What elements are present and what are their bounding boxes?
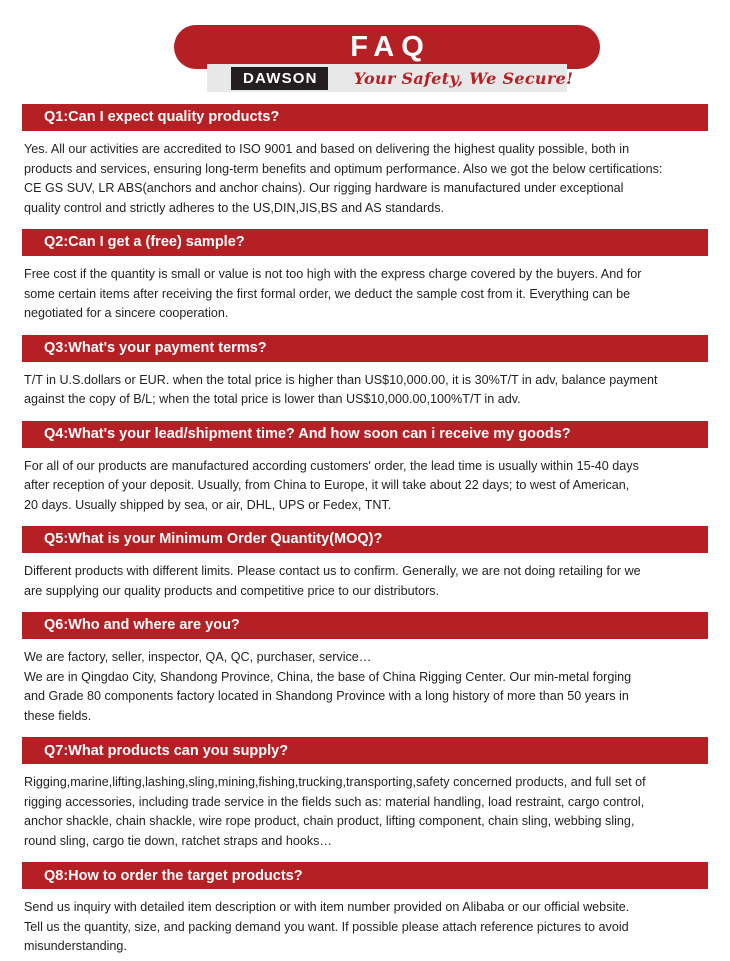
faq-question-text: Q8:How to order the target products? [44, 867, 303, 884]
faq-question-text: Q7:What products can you supply? [44, 742, 289, 759]
faq-answer-line: CE GS SUV, LR ABS(anchors and anchor chains). Our rigging hardware is manufactured under exceptional [24, 181, 624, 196]
faq-answer-text [22, 562, 708, 601]
faq-answer-text [22, 140, 708, 218]
faq-answer-line: some certain items after receiving the first formal order, we deduct the sample cost from it. Everything can be [24, 286, 631, 301]
dawson-logo: DAWSON [231, 67, 328, 90]
faq-answer-line: For all of our products are manufactured according customers' order, the lead time is usually within 15-40 days [24, 458, 639, 473]
faq-item [22, 104, 708, 218]
faq-question-text: Q2:Can I get a (free) sample? [44, 234, 245, 251]
faq-item [22, 335, 708, 410]
faq-answer-line: Free cost if the quantity is small or value is not too high with the express charge covered by the buyers. And for [24, 267, 642, 282]
faq-item [22, 421, 708, 516]
faq-question-bar [22, 104, 708, 131]
faq-item [22, 737, 708, 851]
faq-item [22, 612, 708, 726]
faq-answer-text [22, 648, 708, 726]
faq-answer-text [22, 773, 708, 851]
page-title: FAQ [350, 30, 431, 63]
faq-question-text: Q5:What is your Minimum Order Quantity(MOQ)? [44, 531, 383, 548]
faq-answer-line: negotiated for a sincere cooperation. [24, 306, 229, 321]
faq-question-text: Q1:Can I expect quality products? [44, 109, 280, 126]
faq-answer-line: after reception of your deposit. Usually, from China to Europe, it will take about 22 days; to west of American, [24, 478, 630, 493]
brand-strip [207, 64, 574, 92]
faq-question-bar [22, 862, 708, 889]
faq-question-bar [22, 335, 708, 362]
faq-item [22, 526, 708, 601]
faq-answer-text [22, 371, 708, 410]
faq-answer-line: against the copy of B/L; when the total price is lower than US$10,000.00,100%T/T in adv. [24, 392, 521, 407]
faq-question-text: Q4:What's your lead/shipment time? And how soon can i receive my goods? [44, 425, 571, 442]
faq-question-bar [22, 526, 708, 553]
brand-slogan: Your Safety, We Secure! [353, 68, 574, 88]
faq-question-bar [22, 229, 708, 256]
faq-answer-line: these fields. [24, 708, 92, 723]
faq-item [22, 229, 708, 324]
faq-question-text: Q3:What's your payment terms? [44, 339, 267, 356]
faq-answer-line: misunderstanding. [24, 939, 127, 954]
faq-answer-line: quality control and strictly adheres to the US,DIN,JIS,BS and AS standards. [24, 200, 445, 215]
faq-answer-line: products and services, ensuring long-term benefits and optimum performance. Also we got the below certifications: [24, 161, 663, 176]
faq-answer-line: Tell us the quantity, size, and packing demand you want. If possible please attach reference pictures to avoid [24, 919, 629, 934]
faq-item [22, 862, 708, 957]
faq-question-bar [22, 421, 708, 448]
faq-answer-line: We are factory, seller, inspector, QA, QC, purchaser, service… [24, 650, 372, 665]
faq-answer-line: Yes. All our activities are accredited to ISO 9001 and based on delivering the highest quality possible, both in [24, 142, 630, 156]
faq-list [22, 104, 708, 957]
faq-question-bar [22, 612, 708, 639]
faq-question-text: Q6:Who and where are you? [44, 617, 240, 634]
faq-answer-line: We are in Qingdao City, Shandong Province, China, the base of China Rigging Center. Our min-metal forging [24, 669, 632, 684]
faq-answer-line: rigging accessories, including trade service in the fields such as: material handling, load restraint, cargo control, [24, 794, 645, 809]
faq-answer-text [22, 898, 708, 957]
faq-question-bar [22, 737, 708, 764]
faq-answer-text [22, 457, 708, 516]
faq-answer-line: Send us inquiry with detailed item description or with item number provided on Alibaba or our official website. [24, 900, 630, 915]
faq-answer-line: Different products with different limits. Please contact us to confirm. Generally, we are not doing retailing for we [24, 564, 641, 579]
faq-answer-line: round sling, cargo tie down, ratchet straps and hooks… [24, 833, 333, 848]
page-header [22, 0, 708, 100]
faq-answer-text [22, 265, 708, 324]
faq-answer-line: 20 days. Usually shipped by sea, or air, DHL, UPS or Fedex, TNT. [24, 497, 392, 512]
faq-banner [174, 25, 600, 69]
faq-answer-line: and Grade 80 components factory located in Shandong Province with a long history of more than 50 years in [24, 689, 629, 704]
faq-answer-line: T/T in U.S.dollars or EUR. when the total price is higher than US$10,000.00, it is 30%T/T in adv, balance payment [24, 372, 658, 387]
faq-answer-line: Rigging,marine,lifting,lashing,sling,mining,fishing,trucking,transporting,safety concerned products, and full set of [24, 775, 646, 790]
faq-answer-line: anchor shackle, chain shackle, wire rope product, chain product, lifting component, chain sling, webbing sling, [24, 814, 635, 829]
faq-answer-line: are supplying our quality products and competitive price to our distributors. [24, 583, 440, 598]
